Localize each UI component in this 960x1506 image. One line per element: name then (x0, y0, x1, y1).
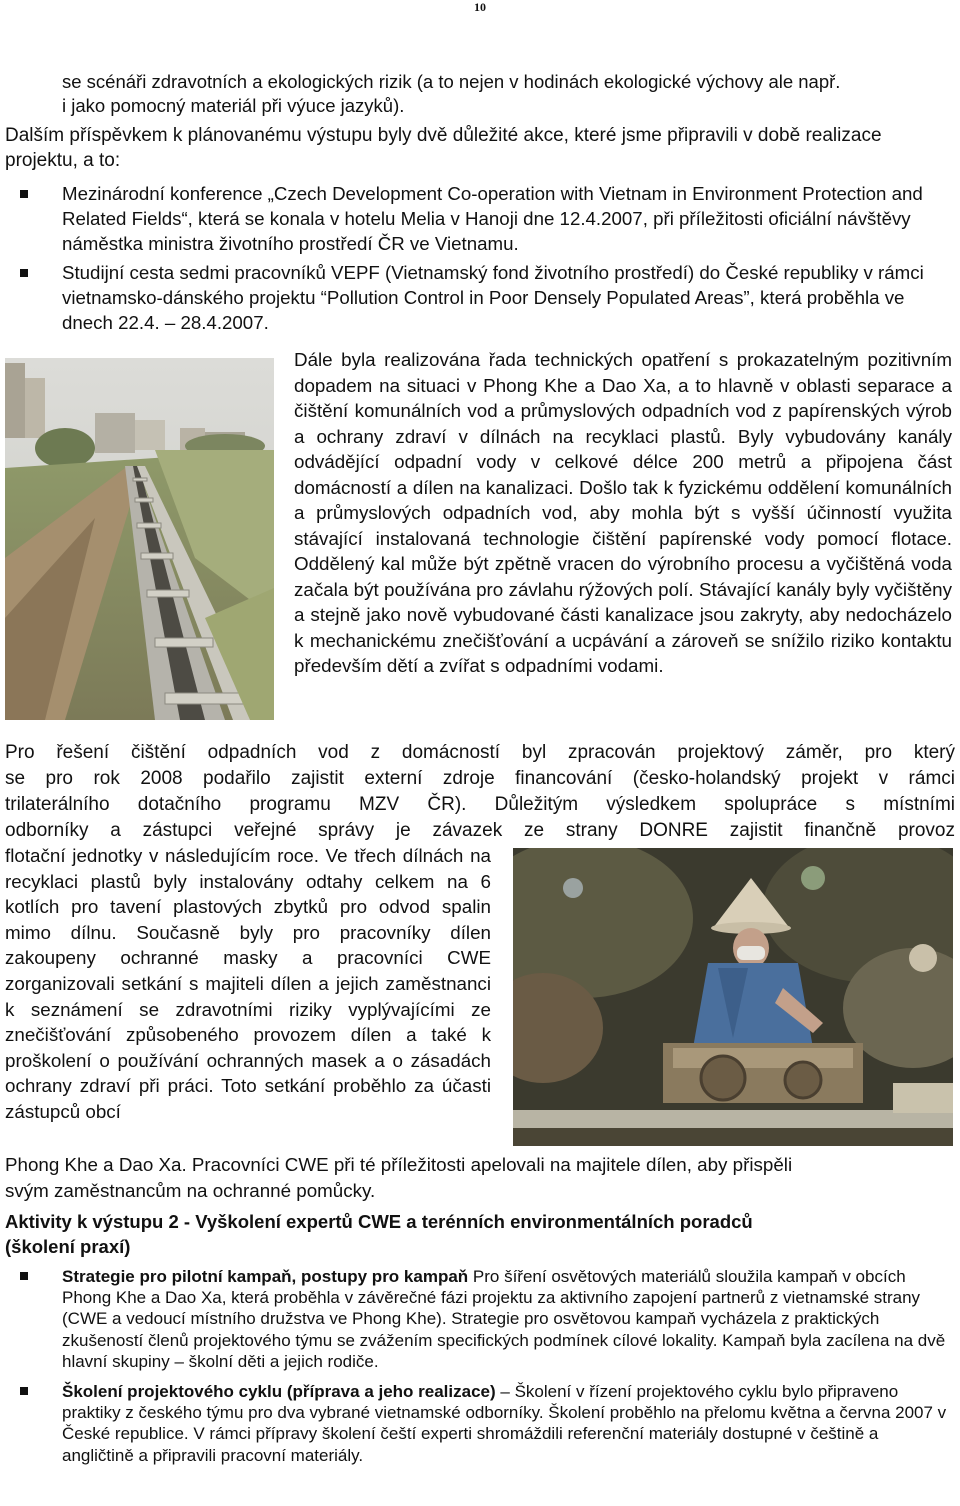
page-number: 10 (474, 0, 486, 14)
section-heading-output-2 (5, 1209, 955, 1259)
paragraph-workshops-end (5, 1152, 955, 1204)
bullet-list-events (5, 182, 945, 336)
heading-line-1: Aktivity k výstupu 2 - Vyškolení expertů CWE a terénních environmentálních poradců (5, 1211, 753, 1232)
list-item-title: Strategie pro pilotní kampaň, postupy pro kampaň (62, 1267, 469, 1286)
list-item-title: Školení projektového cyklu (příprava a jeho realizace) (62, 1382, 496, 1402)
list-item-text: Mezinárodní konference „Czech Development Co-operation with Vietnam in Environment Protection and Related Fields“, která se konala v hotelu Melia v Hanoji dne 12.4.2007, při příležitosti oficiální návštěvy náměstka ministra životního prostředí ČR ve Vietnamu. (62, 183, 923, 254)
project-line-4: odborníky a zástupci veřejné správy je závazek ze strany DONRE zajistit finančně provoz (5, 820, 955, 841)
list-item-text: Studijní cesta sedmi pracovníků VEPF (Vietnamský fond životního prostředí) do České republiky v rámci vietnamsko-dánského projektu “Pollution Control in Poor Densely Populated Areas”, která proběhla ve dnech 22.4. – 28.4.2007. (62, 262, 924, 333)
list-item-project-cycle-training (5, 1381, 950, 1466)
list-item-text: Pro šíření osvětových materiálů sloužila kampaň v obcích Phong Khe a Dao Xa, která proběhla v závěrečné fázi projektu za aktivního zapojení partnerů z vietnamské strany (CWE a vedoucí místního družstva ve Phong Khe). Strategie pro osvětovou kampaň vycházela z praktických zkušeností členů projektového týmu se zvážením specifických podmínek cílové lokality. Kampaň byla zacílena na dvě hlavní skupiny – školní děti a jejich rodiče. (62, 1267, 946, 1371)
bullet-square-icon (20, 269, 28, 277)
bullet-square-icon (20, 1272, 28, 1280)
bullet-list-trainings (5, 1266, 950, 1466)
paragraph-wastewater-project (5, 740, 955, 844)
intro-line-1: se scénáři zdravotních a ekologických rizik (a to nejen v hodinách ekologické výchovy ale např. (62, 71, 841, 92)
list-item-study-trip (5, 261, 945, 335)
photo-drainage-canal (5, 358, 274, 720)
list-item-campaign-strategy (5, 1266, 950, 1372)
project-line-1: Pro řešení čištění odpadních vod z domácností byl zpracován projektový záměr, pro který (5, 742, 955, 763)
paragraph-actions: Dalším příspěvkem k plánovanému výstupu byly dvě důležité akce, které jsme připravili v době realizace projektu, a to: (5, 125, 882, 171)
list-item-conference (5, 182, 945, 256)
list-item-text: – Školení v řízení projektového cyklu bylo připraveno praktiky z českého týmu pro dva vybrané vietnamské odborníky. Školení proběhlo na přelomu května a června 2007 v České republice. V rámci přípravy školení čeští experti shromáždili referenční materiály dostupné v češtině a angličtině a připravili pracovní materiály. (62, 1382, 947, 1465)
bullet-square-icon (20, 190, 28, 198)
intro-line-2: i jako pomocný materiál při výuce jazyků). (62, 95, 405, 116)
heading-line-2: (školení praxí) (5, 1236, 131, 1257)
paragraph-workshops: flotační jednotky v následujícím roce. Ve třech dílnách na recyklaci plastů byly instalovány odtahy celkem na 6 kotlích pro tavení plastových zbytků pro odvod spalin mimo dílnu. Současně byly pro pracovníky dílen zakoupeny ochranné masky a pracovníci CWE zorganizovali setkání s majiteli dílen a jejich zaměstnanci k seznámení se zdravotními riziky vyplývajícími ze znečišťování způsobeného provozem dílen a také k proškolení o používání ochranných masek a o zásadách ochrany zdraví při práci. Toto setkání proběhlo za účasti zástupců obcí (5, 845, 491, 1122)
photo-plastic-recycling-workshop (513, 848, 953, 1146)
workshops-end-line-1: Phong Khe a Dao Xa. Pracovníci CWE při té příležitosti apelovali na majitele dílen, aby přispěli (5, 1154, 793, 1175)
paragraph-technical-measures: Dále byla realizována řada technických opatření s prokazatelným pozitivním dopadem na situaci v Phong Khe a Dao Xa, a to hlavně v oblasti separace a čištění komunálních vod a průmyslových odpadních vod z papírenských výrob a ochrany zdraví v dílnách na recyklaci plastů. Byly vybudovány kanály odvádějící odpadní vody v celkové délce 200 metrů a připojena část domácností a dílen na kanalizaci. Došlo tak k fyzickému oddělení komunálních a průmyslových odpadních vod, aby mohla být s vyšší účinností využita stávající instalovaná technologie čištění papírenské vody pomocí flotace. Oddělený kal může být zpětně vracen do výrobního procesu a vyčištěná voda začala být používána pro závlahu rýžových polí. Stávající kanály byly vyčištěny a stejně jako nově vybudované části kanalizace jsou zakryty, aby nedocházelo k mechanickému znečišťování a ucpávání a zároveň se snížilo riziko kontaktu především dětí a zvířat s odpadními vodami. (294, 349, 952, 676)
bullet-square-icon (20, 1387, 28, 1395)
project-line-2: se pro rok 2008 podařilo zajistit externí zdroje financování (česko-holandský projekt v rámci (5, 768, 955, 789)
project-line-3: trilaterálního dotačního programu MZV ČR). Důležitým výsledkem spolupráce s místními (5, 794, 955, 815)
workshops-end-line-2: svým zaměstnancům na ochranné pomůcky. (5, 1180, 376, 1201)
intro-continuation (62, 70, 952, 118)
